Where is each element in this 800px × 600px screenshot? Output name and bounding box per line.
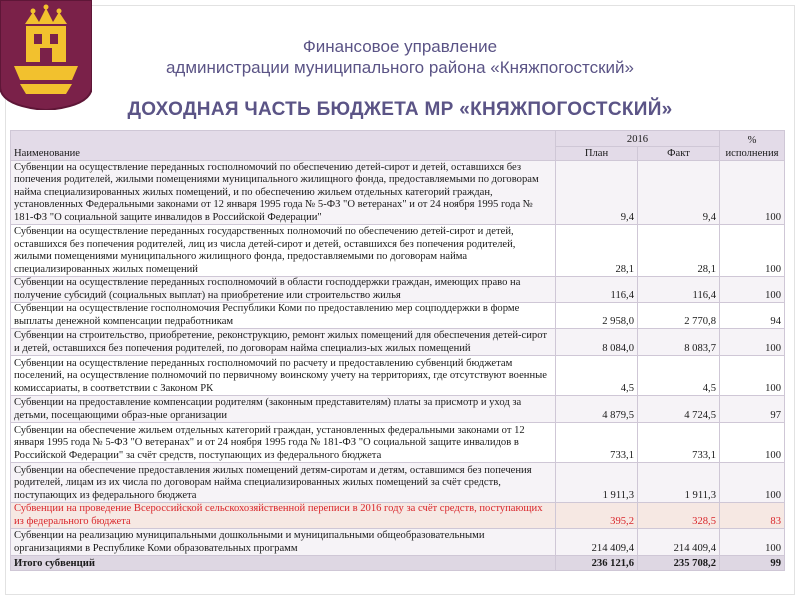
row-percent-cell: 100 <box>720 463 785 503</box>
row-percent-cell: 94 <box>720 303 785 329</box>
row-name-cell: Субвенции на обеспечение жильем отдельных категорий граждан, установленных федеральными законами от 12 января 1995 года № 5-ФЗ "О ветеранах" и от 24 ноября 1995 года № 181-ФЗ "О социальной защите инвалидов в Российской Федерации" за счёт средств, поступающих из федерального бюджета <box>11 423 556 463</box>
table-row <box>11 329 785 356</box>
row-percent-cell: 100 <box>720 529 785 556</box>
row-plan-cell: 2 958,0 <box>556 303 638 329</box>
row-plan-cell: 395,2 <box>556 503 638 529</box>
row-plan-cell: 8 084,0 <box>556 329 638 356</box>
row-name-cell: Субвенции на осуществление госполномочия Республики Коми по предоставлению мер соцподдержки в форме выплаты денежной компенсации педработникам <box>11 303 556 329</box>
row-percent-cell: 100 <box>720 356 785 396</box>
table-row <box>11 161 785 225</box>
row-name-cell: Субвенции на обеспечение предоставления жилых помещений детям-сиротам и детям, оставшимся без попечения родителей, лицам из их числа по договорам найма специализированных жилых помещений за счёт средств, поступающих из федерального бюджета <box>11 463 556 503</box>
col-header-name: Наименование <box>11 131 556 161</box>
budget-income-table <box>10 130 785 571</box>
table-row <box>11 529 785 556</box>
row-fact-cell: 733,1 <box>638 423 720 463</box>
row-plan-cell: 28,1 <box>556 225 638 277</box>
total-name-cell: Итого субвенций <box>11 556 556 571</box>
row-name-cell: Субвенции на реализацию муниципальными дошкольными и муниципальными общеобразовательными организациями в Республике Коми образовательных программ <box>11 529 556 556</box>
row-plan-cell: 733,1 <box>556 423 638 463</box>
row-fact-cell: 116,4 <box>638 277 720 303</box>
row-fact-cell: 28,1 <box>638 225 720 277</box>
table-row <box>11 463 785 503</box>
table-row <box>11 356 785 396</box>
row-percent-cell: 83 <box>720 503 785 529</box>
row-plan-cell: 214 409,4 <box>556 529 638 556</box>
row-name-cell: Субвенции на проведение Всероссийской сельскохозяйственной переписи в 2016 году за счёт средств, поступающих из федерального бюджета <box>11 503 556 529</box>
col-header-year: 2016 <box>556 131 720 147</box>
row-percent-cell: 97 <box>720 396 785 423</box>
total-fact-cell: 235 708,2 <box>638 556 720 571</box>
row-percent-cell: 100 <box>720 225 785 277</box>
row-fact-cell: 214 409,4 <box>638 529 720 556</box>
row-fact-cell: 328,5 <box>638 503 720 529</box>
table-row <box>11 396 785 423</box>
row-percent-cell: 100 <box>720 329 785 356</box>
row-name-cell: Субвенции на осуществление переданных государственных полномочий по обеспечению детей-сирот и детей, оставшихся без попечения родителей, лиц из числа детей-сирот и детей, оставшихся без попечения родителей, жилыми помещениями муниципального жилищного фонда, предоставляемыми по договорам найма специализированных жилых помещений <box>11 225 556 277</box>
row-fact-cell: 4,5 <box>638 356 720 396</box>
row-name-cell: Субвенции на осуществление переданных госполномочий по обеспечению детей-сирот и детей, оставшихся без попечения родителей, жилыми помещениями муниципального жилищного фонда, предоставляемыми по договорам найма специализированных жилых помещений, и по обеспечению жильем отдельных категорий граждан, установленных Федеральными законами от 12 января 1995 года № 5-ФЗ "О ветеранах" и от 24 ноября 1995 года № 181-ФЗ "О социальной защите инвалидов в Российской Федерации" <box>11 161 556 225</box>
row-name-cell: Субвенции на осуществление переданных госполномочий по расчету и предоставлению субвенций бюджетам поселений, на осуществление полномочий по первичному воинскому учету на территориях, где отсутствуют военные комиссариаты, в соответствии с Законом РК <box>11 356 556 396</box>
row-fact-cell: 8 083,7 <box>638 329 720 356</box>
table-row <box>11 503 785 529</box>
row-fact-cell: 9,4 <box>638 161 720 225</box>
row-name-cell: Субвенции на предоставление компенсации родителям (законным представителям) платы за присмотр и уход за детьми, посещающими образ-ные организации <box>11 396 556 423</box>
row-plan-cell: 1 911,3 <box>556 463 638 503</box>
table-total-row <box>11 556 785 571</box>
total-plan-cell: 236 121,6 <box>556 556 638 571</box>
row-fact-cell: 2 770,8 <box>638 303 720 329</box>
page-title: ДОХОДНАЯ ЧАСТЬ БЮДЖЕТА МР «КНЯЖПОГОСТСКИЙ» <box>127 99 673 120</box>
row-plan-cell: 4 879,5 <box>556 396 638 423</box>
row-fact-cell: 4 724,5 <box>638 396 720 423</box>
col-header-plan: План <box>556 147 638 161</box>
row-name-cell: Субвенции на осуществление переданных госполномочий в области господдержки граждан, имеющих право на получение субсидий (социальных выплат) на приобретение или строительство жилья <box>11 277 556 303</box>
row-percent-cell: 100 <box>720 277 785 303</box>
row-name-cell: Субвенции на строительство, приобретение, реконструкцию, ремонт жилых помещений для обеспечения детей-сирот и детей, оставшихся без попечения родителей, по договорам найма специализ-ых жилых помещений <box>11 329 556 356</box>
table-row <box>11 303 785 329</box>
table-row <box>11 225 785 277</box>
table-row <box>11 423 785 463</box>
row-fact-cell: 1 911,3 <box>638 463 720 503</box>
row-plan-cell: 9,4 <box>556 161 638 225</box>
row-plan-cell: 116,4 <box>556 277 638 303</box>
org-name-line2: администрации муниципального района «Княжпогостский» <box>165 58 635 77</box>
org-name-line1: Финансовое управление <box>302 37 498 56</box>
total-percent-cell: 99 <box>720 556 785 571</box>
table-row <box>11 277 785 303</box>
row-plan-cell: 4,5 <box>556 356 638 396</box>
row-percent-cell: 100 <box>720 161 785 225</box>
col-header-fact: Факт <box>638 147 720 161</box>
col-header-percent: % исполнения <box>720 131 785 161</box>
row-percent-cell: 100 <box>720 423 785 463</box>
